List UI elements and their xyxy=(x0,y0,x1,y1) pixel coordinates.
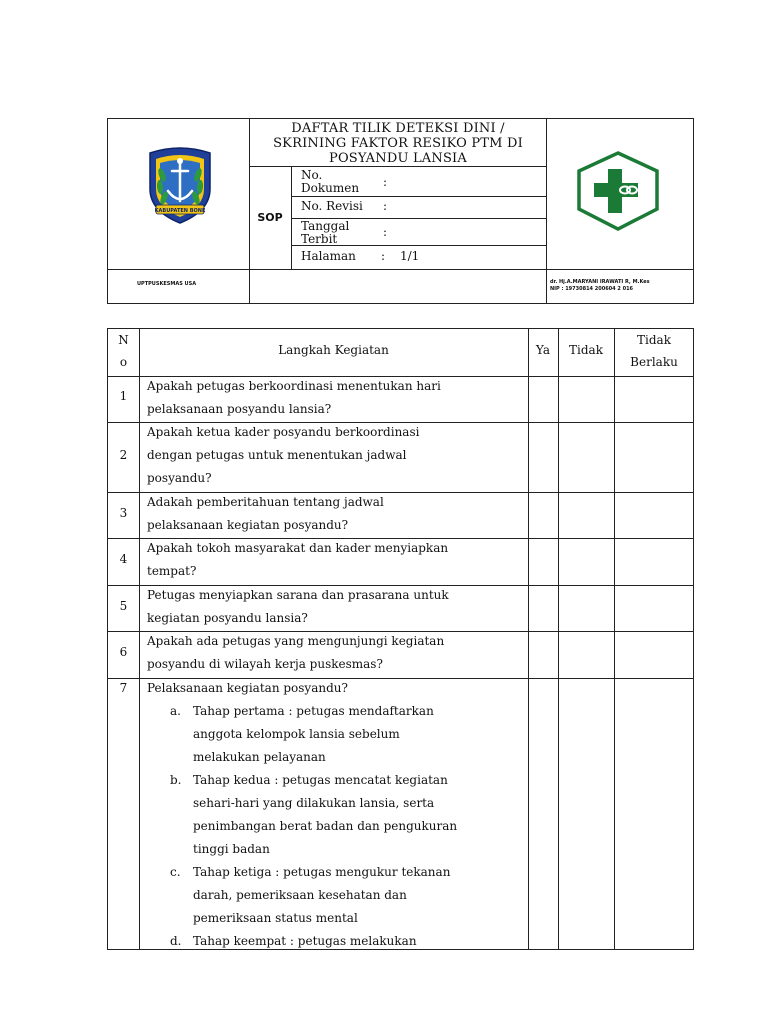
row-question xyxy=(147,537,517,583)
sub-item-line: penimbangan berat badan dan pengukuran xyxy=(193,819,458,833)
meta-colon: : xyxy=(381,249,386,263)
row-number: 4 xyxy=(119,552,128,566)
question-line: Apakah ketua kader posyandu berkoordinasi xyxy=(147,425,420,439)
sub-item-line: anggota kelompok lansia sebelum xyxy=(193,727,400,741)
question-line: Pelaksanaan kegiatan posyandu? xyxy=(147,681,348,695)
sub-item-line: Tahap ketiga : petugas mengukur tekanan xyxy=(193,865,451,879)
question-line: Apakah petugas berkoordinasi menentukan hari xyxy=(147,379,441,393)
meta-label-no-revisi xyxy=(301,200,363,213)
title-line: SKRINING FAKTOR RESIKO PTM DI xyxy=(273,136,523,151)
row-number: 2 xyxy=(119,448,128,462)
sub-item-marker: b. xyxy=(170,773,182,787)
row-question xyxy=(147,630,517,676)
sub-item-marker: a. xyxy=(170,704,181,718)
meta-colon: : xyxy=(383,225,388,239)
question-line: Apakah tokoh masyarakat dan kader menyiapkan xyxy=(147,541,449,555)
meta-label-no-dokumen xyxy=(301,169,359,195)
document-header xyxy=(107,118,694,304)
header-tidak: Tidak xyxy=(569,343,603,357)
sub-item-line: Tahap kedua : petugas mencatat kegiatan xyxy=(193,773,448,787)
header-langkah-kegiatan: Langkah Kegiatan xyxy=(278,343,389,357)
row-question xyxy=(147,375,517,421)
sub-item-line: tinggi badan xyxy=(193,842,270,856)
question-line: Apakah ada petugas yang mengunjungi kegiatan xyxy=(147,634,445,648)
meta-label-line: Tanggal xyxy=(301,219,350,233)
row-question xyxy=(147,491,517,537)
header-divider xyxy=(546,119,547,304)
header-ya: Ya xyxy=(535,343,551,357)
meta-colon: : xyxy=(383,199,388,213)
sub-item-line: pemeriksaan status mental xyxy=(193,911,358,925)
meta-label-line: No. Revisi xyxy=(301,199,363,213)
sub-item-marker: d. xyxy=(170,934,182,948)
meta-label-halaman xyxy=(301,250,356,263)
header-divider xyxy=(249,166,546,167)
meta-label-tanggal-terbit xyxy=(301,220,349,246)
header-no xyxy=(108,329,139,373)
emblem-ribbon-text: KABUPATEN BONE xyxy=(154,208,206,214)
meta-label-line: Dokumen xyxy=(301,181,360,195)
row-number: 3 xyxy=(119,506,128,520)
row-number: 7 xyxy=(119,681,128,695)
sub-item-line: Tahap pertama : petugas mendaftarkan xyxy=(193,704,434,718)
question-line: kegiatan posyandu lansia? xyxy=(147,611,308,625)
kabupaten-emblem-icon xyxy=(144,145,216,225)
meta-label-line: No. xyxy=(301,168,323,182)
signatory-nip: NIP : 19730814 200604 2 016 xyxy=(550,286,634,292)
sub-item-marker: c. xyxy=(170,865,181,879)
question-line: pelaksanaan posyandu lansia? xyxy=(147,402,332,416)
row-number: 6 xyxy=(119,645,128,659)
question-line: posyandu di wilayah kerja puskesmas? xyxy=(147,657,383,671)
sub-item-line: melakukan pelayanan xyxy=(193,750,326,764)
row-number: 1 xyxy=(119,389,128,403)
question-line: pelaksanaan kegiatan posyandu? xyxy=(147,518,349,532)
title-line: DAFTAR TILIK DETEKSI DINI / xyxy=(291,121,505,136)
puskesmas-cross-logo-icon xyxy=(576,151,660,231)
header-tidak-berlaku-line: Tidak xyxy=(637,333,671,347)
question-line: Adakah pemberitahuan tentang jadwal xyxy=(147,495,384,509)
sub-item-line: sehari-hari yang dilakukan lansia, serta xyxy=(193,796,435,810)
question-line: tempat? xyxy=(147,564,197,578)
sub-item-line: Tahap keempat : petugas melakukan xyxy=(193,934,417,948)
document-title xyxy=(250,121,546,166)
meta-label-line: Terbit xyxy=(301,232,338,246)
title-line: POSYANDU LANSIA xyxy=(329,151,467,166)
row-question xyxy=(147,584,517,630)
sop-label: SOP xyxy=(257,210,283,224)
row-question xyxy=(147,677,517,700)
header-no-line: N xyxy=(118,333,129,347)
sub-item-line: darah, pemeriksaan kesehatan dan xyxy=(193,888,407,902)
header-tidak-berlaku-line: Berlaku xyxy=(630,355,678,369)
checklist-table xyxy=(107,328,694,950)
meta-colon: : xyxy=(383,175,388,189)
question-line: Petugas menyiapkan sarana dan prasarana untuk xyxy=(147,588,449,602)
meta-value-halaman: 1/1 xyxy=(400,249,420,263)
right-footer-text xyxy=(550,279,650,293)
header-divider xyxy=(108,269,694,270)
question-line: posyandu? xyxy=(147,471,212,485)
signatory-name: dr. Hj.A.MARYANI IRAWATI R, M.Kes xyxy=(550,279,650,285)
row-question xyxy=(147,421,517,490)
header-no-line: o xyxy=(119,355,128,369)
header-divider xyxy=(291,196,546,197)
row-number: 5 xyxy=(119,599,128,613)
header-tidak-berlaku xyxy=(614,329,694,373)
left-footer-text: UPTPUSKESMAS USA xyxy=(137,281,197,287)
meta-label-line: Halaman xyxy=(301,249,356,263)
question-line: dengan petugas untuk menentukan jadwal xyxy=(147,448,407,462)
